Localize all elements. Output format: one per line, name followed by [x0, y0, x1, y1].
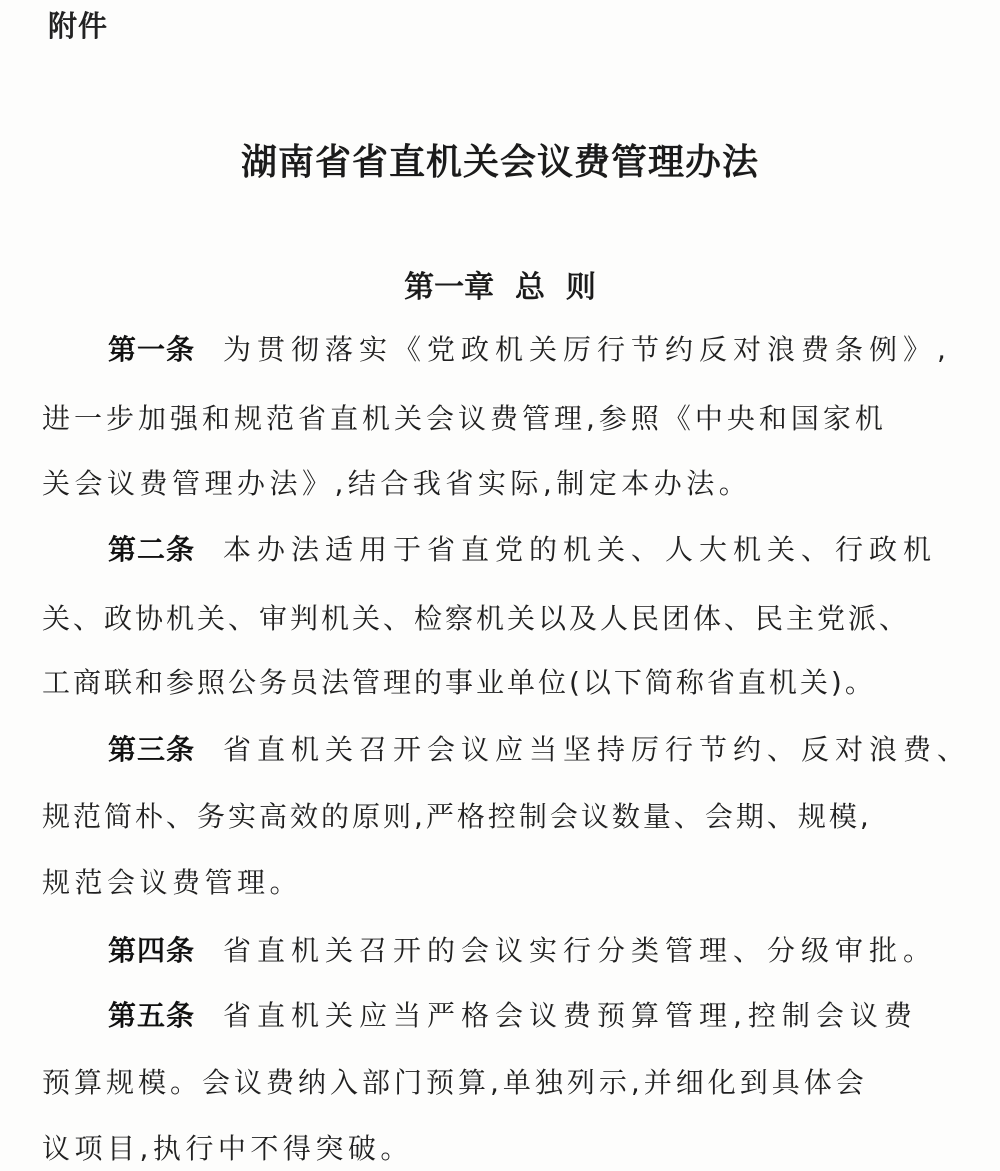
article-text: 本办法适用于省直党的机关、人大机关、行政机: [223, 533, 938, 566]
article-1-first-line: [108, 328, 952, 368]
article-2-first-line: [108, 528, 937, 568]
document-title: 湖南省省直机关会议费管理办法: [240, 142, 759, 183]
article-text: 进一步加强和规范省直机关会议费管理,参照《中央和国家机: [42, 402, 887, 435]
article-text: 省直机关召开的会议实行分类管理、分级审批。: [223, 934, 938, 967]
article-text: 为贯彻落实《党政机关厉行节约反对浪费条例》,: [223, 333, 952, 366]
article-text: 规范简朴、务实高效的原则,严格控制会议数量、会期、规模,: [42, 800, 872, 833]
article-label: 第二条: [108, 533, 196, 566]
article-text: 关会议费管理办法》,结合我省实际,制定本办法。: [42, 467, 752, 500]
article-label: 第三条: [108, 733, 196, 766]
article-text: 工商联和参照公务员法管理的事业单位(以下简称省直机关)。: [42, 666, 876, 699]
article-text: 关、政协机关、审判机关、检察机关以及人民团体、民主党派、: [42, 602, 911, 635]
article-label: 第四条: [108, 934, 196, 967]
article-5-first-line: [108, 994, 918, 1034]
article-label: 第五条: [108, 999, 196, 1032]
article-text: 省直机关召开会议应当坚持厉行节约、反对浪费、: [223, 733, 972, 766]
article-text: 省直机关应当严格会议费预算管理,控制会议费: [223, 999, 918, 1032]
article-text: 议项目,执行中不得突破。: [42, 1132, 413, 1165]
article-text: 规范会议费管理。: [42, 866, 303, 899]
article-3-first-line: [108, 728, 971, 768]
chapter-heading: 第一章 总 则: [404, 270, 596, 305]
article-text: 预算规模。会议费纳入部门预算,单独列示,并细化到具体会: [42, 1066, 868, 1099]
article-4-first-line: [108, 929, 937, 969]
article-label: 第一条: [108, 333, 196, 366]
attachment-label: 附件: [48, 9, 109, 43]
